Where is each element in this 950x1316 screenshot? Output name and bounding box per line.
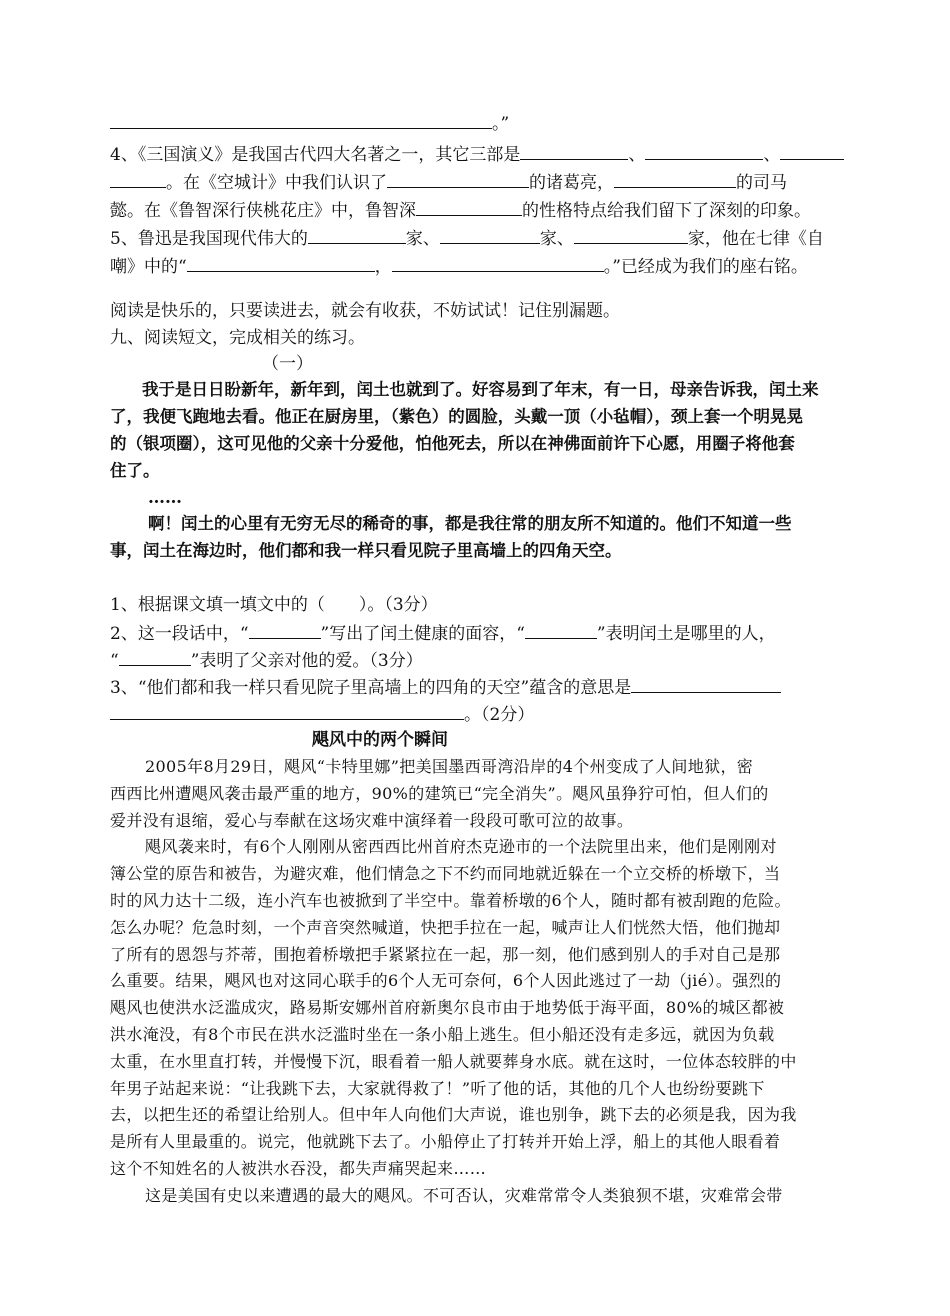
story-line: 簿公堂的原告和被告，为避灾难，他们情急之下不约而同地就近躲在一个立交桥的桥墩下，当 (110, 864, 781, 884)
p2-line-1: 啊！闰土的心里有无穷无尽的稀奇的事，都是我往常的朋友所不知道的。他们不知道一些 (148, 514, 792, 533)
story-line: 2005年8月29日，飓风“卡特里娜”把美国墨西哥湾沿岸的4个州变成了人间地狱，密 (145, 757, 754, 776)
q2-text-c: ”表明闰土是哪里的人， (596, 624, 776, 644)
q4-text-2a: 。在《空城计》中我们认识了 (166, 173, 387, 193)
q5-text-1b: 家、 (405, 229, 440, 249)
p2-line-2: 事，闰土在海边时，他们都和我一样只看见院子里高墙上的四角天空。 (110, 541, 622, 560)
question-3-line-1 (110, 674, 781, 700)
answer-blank[interactable] (308, 225, 406, 244)
q2-text-e: ”表明了父亲对他的爱。（3分） (190, 651, 423, 671)
q5-text-1d: 家，他在七律《自 (687, 229, 824, 249)
q5-text-2b: ， (374, 257, 392, 277)
section-title: 九、阅读短文，完成相关的练习。 (110, 328, 365, 348)
story-line: 这是美国有史以来遭遇的最大的飓风。不可否认，灾难常常令人类狼狈不堪，灾难常会带 (145, 1185, 783, 1205)
separator: 、 (763, 145, 781, 165)
story-line: 去，以把生还的希望让给别人。但中年人向他们大声说，谁也别争，跳下去的必须是我，因为我 (110, 1105, 797, 1125)
q4-line-3 (110, 197, 811, 223)
p1-line-2: 了，我便飞跑地去看。他正在厨房里，（紫色）的圆脸，头戴一顶（小毡帽），颈上套一个明晃晃 (110, 407, 803, 426)
answer-blank[interactable] (392, 253, 604, 272)
story-line: 洪水淹没，有8个市民在洪水泛滥时坐在一条小船上逃生。但小船还没有走多远，就因为负载 (110, 1025, 775, 1044)
answer-blank[interactable] (631, 674, 781, 693)
story-line: 爱并没有退缩，爱心与奉献在这场灾难中演绎着一段段可歌可泣的故事。 (110, 810, 634, 830)
q2-text-b: ”写出了闰土健康的面容，“ (320, 624, 525, 644)
q-top-line (110, 110, 509, 136)
story-line: 时的风力达十二级，连小汽车也被掀到了半空中。靠着桥墩的6个人，随时都有被刮跑的危险。 (110, 891, 791, 910)
answer-blank[interactable] (187, 253, 375, 272)
q2-text-a: 2、这一段话中，“ (110, 624, 249, 644)
q4-text-2c: 的司马 (736, 173, 787, 193)
answer-blank[interactable] (614, 169, 736, 188)
q4-text-3b: 的性格特点给我们留下了深刻的印象。 (522, 201, 811, 221)
separator: 、 (628, 145, 646, 165)
q5-line-2 (110, 253, 808, 279)
answer-blank[interactable] (416, 197, 522, 216)
answer-blank[interactable] (110, 701, 464, 720)
q4-line-2 (110, 169, 787, 195)
q5-text-2c: 。”已经成为我们的座右铭。 (603, 257, 808, 277)
answer-blank[interactable] (574, 225, 688, 244)
story-line: 了所有的恩怨与芥蒂，围抱着桥墩把手紧紧拉在一起，那一刻，他们感到别人的手对自己是那 (110, 944, 781, 964)
story-title: 飓风中的两个瞬间 (312, 730, 448, 750)
answer-blank[interactable] (645, 141, 763, 160)
ellipsis: …… (148, 488, 182, 508)
answer-blank[interactable] (249, 620, 321, 639)
story-line: 西西比州遭飓风袭击最严重的地方，90%的建筑已“完全消失”。飓风虽狰狞可怕，但人们的 (110, 783, 769, 803)
story-line: 么重要。结果，飓风也对这同心联手的6个人无可奈何，6个人因此逃过了一劫（jié）。强烈的 (110, 971, 782, 991)
answer-blank[interactable] (110, 169, 166, 188)
answer-blank[interactable] (525, 620, 597, 639)
p1-line-4: 住了。 (110, 461, 160, 480)
q5-text-1c: 家、 (539, 229, 574, 249)
answer-blank[interactable] (119, 647, 191, 666)
q4-text-1: 4、《三国演义》是我国古代四大名著之一，其它三部是 (110, 145, 521, 165)
question-3-line-2 (110, 701, 534, 727)
q2-text-d: “ (110, 651, 119, 671)
story-line: 这个不知姓名的人被洪水吞没，都失声痛哭起来…… (110, 1159, 487, 1178)
q3-text-a: 3、“他们都和我一样只看见院子里高墙上的四角的天空”蕴含的意思是 (110, 678, 632, 698)
story-line: 太重，在水里直打转，并慢慢下沉，眼看着一船人就要葬身水底。就在这时，一位体态较胖的中 (110, 1051, 797, 1071)
q4-text-2b: 的诸葛亮， (529, 173, 614, 193)
q3-text-b: 。（2分） (464, 705, 535, 725)
answer-blank[interactable] (520, 141, 628, 160)
story-line: 是所有人里最重的。说完，他就跳下去了。小船停止了打转并开始上浮，船上的其他人眼看着 (110, 1132, 781, 1152)
answer-blank[interactable] (387, 169, 529, 188)
story-line: 怎么办呢？危急时刻，一个声音突然喊道，快把手拉在一起，喊声让人们恍然大悟，他们抛却 (110, 917, 781, 937)
question-1: 1、根据课文填一填文中的（ ）。（3分） (110, 595, 438, 615)
answer-blank[interactable] (780, 141, 844, 160)
q4-line-1 (110, 141, 844, 167)
question-2-line-1 (110, 620, 776, 646)
q-top-end: 。” (492, 114, 510, 134)
q5-text-2a: 嘲》中的“ (110, 257, 187, 277)
story-line: 飓风袭来时，有6个人刚刚从密西西比州首府杰克逊市的一个法院里出来，他们是刚刚对 (145, 837, 777, 857)
story-line: 飓风也使洪水泛滥成灾，路易斯安娜州首府新奥尔良市由于地势低于海平面，80%的城区都被 (110, 998, 785, 1018)
q4-text-3a: 懿。在《鲁智深行侠桃花庄》中，鲁智深 (110, 201, 416, 221)
q5-line-1 (110, 225, 824, 251)
p1-line-1: 我于是日日盼新年，新年到，闰土也就到了。好容易到了年末，有一日，母亲告诉我，闰土来 (142, 380, 819, 399)
part1-label: （一） (262, 354, 313, 374)
story-line: 年男子站起来说：“让我跳下去，大家就得救了！”听了他的话，其他的几个人也纷纷要跳下 (110, 1078, 765, 1098)
answer-blank[interactable] (110, 110, 492, 129)
q5-text-1a: 5、鲁迅是我国现代伟大的 (110, 229, 308, 249)
reading-intro: 阅读是快乐的，只要读进去，就会有收获，不妨试试！记住别漏题。 (110, 301, 620, 321)
answer-blank[interactable] (440, 225, 540, 244)
p1-line-3: 的（银项圈），这可见他的父亲十分爱他，怕他死去，所以在神佛面前许下心愿，用圈子将他套 (110, 434, 795, 453)
question-2-line-2 (110, 647, 423, 673)
